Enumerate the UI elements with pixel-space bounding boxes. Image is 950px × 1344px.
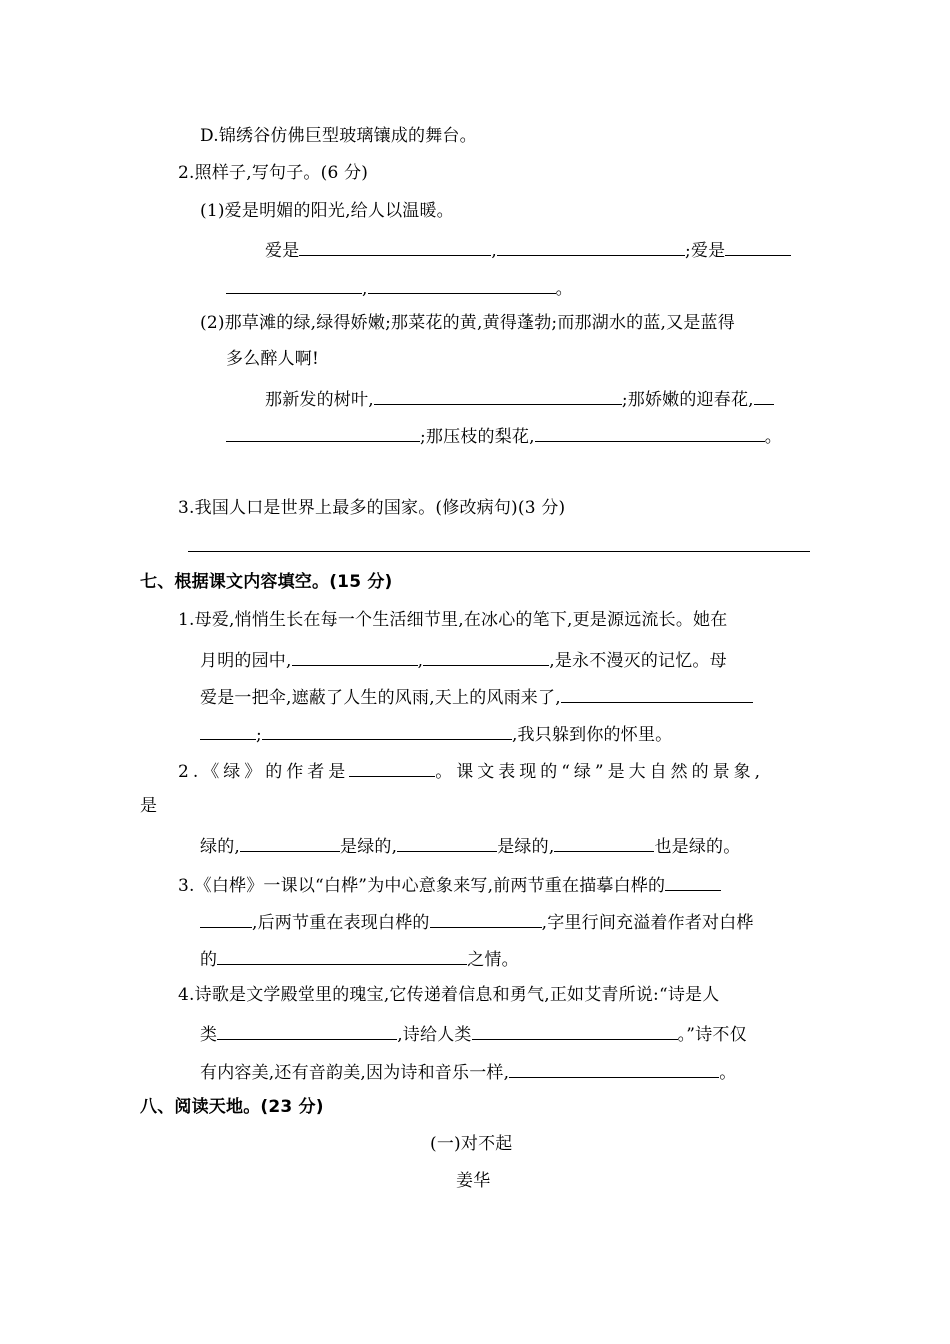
answer-blank[interactable] [349, 758, 435, 777]
answer-blank[interactable] [226, 275, 362, 294]
question-7-1-line-d [200, 721, 672, 746]
text: ;爱是 [685, 241, 726, 261]
text: 是绿的, [340, 837, 398, 857]
text: 月明的园中, [200, 651, 292, 671]
question-7-3-line-a [178, 872, 721, 897]
answer-blank[interactable] [423, 647, 549, 666]
text: 。 [555, 279, 573, 299]
question-6-2-2-example-b: 多么醉人啊! [226, 349, 320, 369]
text: , [362, 279, 368, 299]
question-6-2-1-line-b [226, 275, 573, 300]
text: 爱是一把伞,遮蔽了人生的风雨,天上的风雨来了, [200, 688, 561, 708]
text: 。 [764, 427, 782, 447]
question-7-4-line-c [200, 1059, 736, 1084]
text: ,我只躲到你的怀里。 [511, 725, 673, 745]
section-8-heading: 八、阅读天地。(23 分) [140, 1097, 324, 1117]
section-7-heading: 七、根据课文内容填空。(15 分) [140, 572, 393, 592]
text: 之情。 [467, 950, 519, 970]
text: ,后两节重在表现白桦的 [252, 913, 430, 933]
answer-blank[interactable] [561, 684, 753, 703]
answer-blank[interactable] [217, 1021, 397, 1040]
question-6-2-title: 2.照样子,写句子。(6 分) [178, 163, 369, 183]
text: , [417, 651, 424, 671]
text: ,字里行间充溢着作者对白桦 [541, 913, 754, 933]
answer-line[interactable] [188, 551, 810, 552]
text: 的 [200, 950, 218, 970]
question-7-1-line-b [200, 647, 727, 672]
answer-blank[interactable] [754, 386, 774, 405]
answer-blank[interactable] [226, 423, 420, 442]
text: 。 [719, 1063, 737, 1083]
answer-blank[interactable] [217, 946, 467, 965]
question-6-3: 3.我国人口是世界上最多的国家。(修改病句)(3 分) [178, 498, 566, 518]
answer-blank[interactable] [554, 833, 654, 852]
answer-blank[interactable] [374, 386, 622, 405]
text: 是绿的, [497, 837, 555, 857]
question-6-2-2-line-a [265, 386, 774, 411]
question-6-2-1-example: (1)爱是明媚的阳光,给人以温暖。 [200, 201, 454, 221]
answer-blank[interactable] [292, 647, 418, 666]
question-6-2-1-line-a [265, 237, 791, 262]
reading-title: (一)对不起 [430, 1134, 513, 1154]
answer-blank[interactable] [299, 237, 491, 256]
answer-blank[interactable] [240, 833, 340, 852]
question-6-2-2-example-a: (2)那草滩的绿,绿得娇嫩;那菜花的黄,黄得蓬勃;而那湖水的蓝,又是蓝得 [200, 313, 735, 333]
answer-blank[interactable] [535, 423, 765, 442]
text: 3.《白桦》一课以“白桦”为中心意象来写,前两节重在描摹白桦的 [178, 876, 666, 896]
question-7-3-line-b [200, 909, 754, 934]
option-d: D.锦绣谷仿佛巨型玻璃镶成的舞台。 [200, 126, 477, 146]
text: ,诗给人类 [397, 1025, 472, 1045]
question-6-2-2-line-b [226, 423, 782, 448]
question-7-2-line-b: 是 [140, 796, 158, 816]
answer-blank[interactable] [430, 909, 542, 928]
text: 类 [200, 1025, 218, 1045]
reading-author: 姜华 [456, 1171, 491, 1191]
text: 。”诗不仅 [677, 1025, 747, 1045]
text: 爱是 [265, 241, 300, 261]
question-7-2-line-a [178, 758, 764, 783]
text: 有内容美,还有音韵美,因为诗和音乐一样, [200, 1063, 510, 1083]
text: ;那娇嫩的迎春花, [621, 390, 754, 410]
question-7-1-line-c [200, 684, 753, 709]
answer-blank[interactable] [397, 833, 497, 852]
text: ,是永不漫灭的记忆。母 [549, 651, 727, 671]
answer-blank[interactable] [725, 237, 791, 256]
text: 那新发的树叶, [265, 390, 374, 410]
answer-blank[interactable] [368, 275, 556, 294]
text: 2.《绿》的作者是 [178, 762, 350, 782]
text: , [491, 241, 498, 261]
question-7-1-line-a: 1.母爱,悄悄生长在每一个生活细节里,在冰心的笔下,更是源远流长。她在 [178, 610, 728, 630]
answer-blank[interactable] [262, 721, 512, 740]
answer-blank[interactable] [200, 721, 256, 740]
text: 绿的, [200, 837, 241, 857]
answer-blank[interactable] [497, 237, 685, 256]
question-7-4-line-b [200, 1021, 747, 1046]
answer-blank[interactable] [200, 909, 252, 928]
text: 也是绿的。 [654, 837, 741, 857]
question-7-2-line-c [200, 833, 740, 858]
text: 。课文表现的“绿”是大自然的景象, [435, 762, 765, 782]
answer-blank[interactable] [472, 1021, 678, 1040]
answer-blank[interactable] [665, 872, 721, 891]
text: ;那压枝的梨花, [420, 427, 535, 447]
text: ; [256, 725, 262, 745]
question-7-3-line-c [200, 946, 519, 971]
answer-blank[interactable] [509, 1059, 719, 1078]
question-7-4-line-a: 4.诗歌是文学殿堂里的瑰宝,它传递着信息和勇气,正如艾青所说:“诗是人 [178, 985, 720, 1005]
